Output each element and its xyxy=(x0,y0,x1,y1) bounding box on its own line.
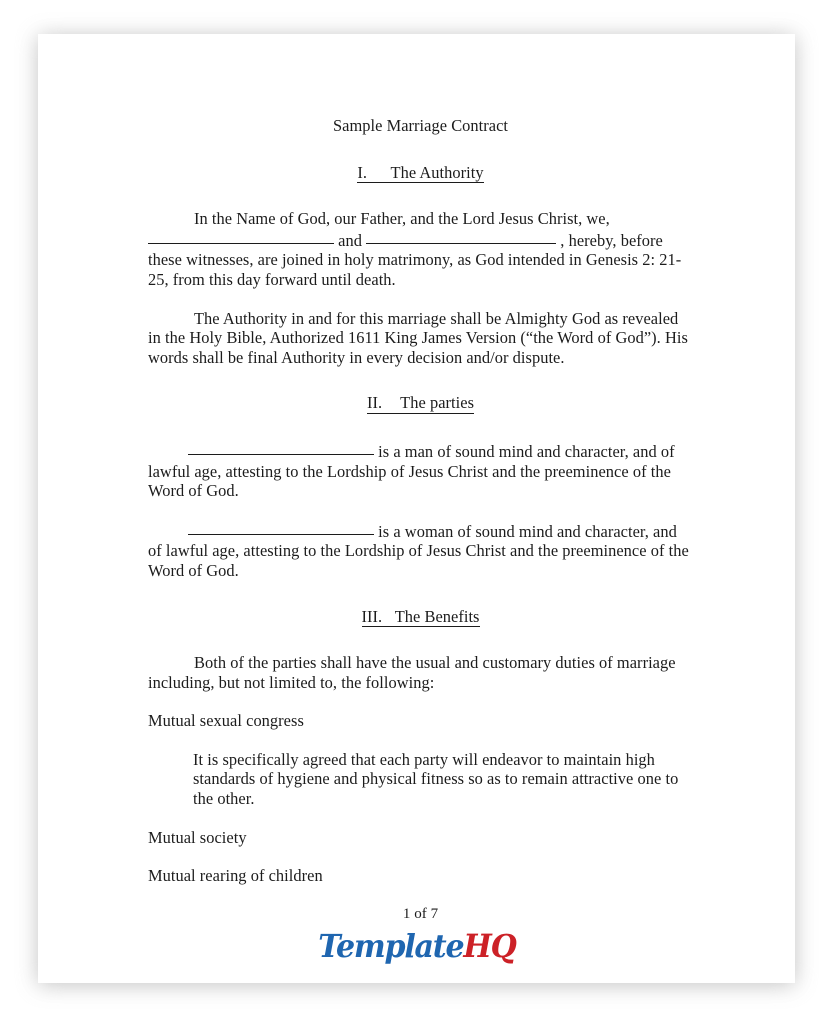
blank-field-party-man[interactable] xyxy=(188,440,374,455)
section-heading-i xyxy=(148,163,693,184)
blank-field-spouse-one[interactable] xyxy=(148,229,334,244)
party-woman-text: is a woman of sound mind and character, and of lawful age, attesting to the Lordship of Jesus Christ and the preeminence of the Word of God. xyxy=(148,521,689,580)
blank-field-party-woman[interactable] xyxy=(188,520,374,535)
logo-wordmark xyxy=(318,929,515,963)
authority-intro-line-a: In the Name of God, our Father, and the Lord Jesus Christ, we, xyxy=(194,209,610,229)
logo-text-secondary: HQ xyxy=(462,927,516,965)
page-number-footer: 1 of 7 xyxy=(402,905,439,922)
logo-text-primary: Template xyxy=(317,927,463,965)
paragraph-party-man xyxy=(148,440,693,501)
section-heading-i-label: I. The Authority xyxy=(357,162,484,182)
party-man-text: is a man of sound mind and character, and of lawful age, attesting to the Lordship of Jesus Christ and the preeminence of the Word of God. xyxy=(148,441,675,501)
paragraph-authority-body: The Authority in and for this marriage shall be Almighty God as revealed in the Holy Bible, Authorized 1611 King James Version (“the Word of God”). His words shall be final Authority in every decision and/or dispute. xyxy=(148,308,688,367)
paragraph-benefits-intro: Both of the parties shall have the usual and customary duties of marriage including, but not limited to, the following: xyxy=(148,653,676,692)
paragraph-party-woman xyxy=(148,520,693,581)
document-page xyxy=(38,34,795,983)
benefit-item-hygiene-detail: It is specifically agreed that each party will endeavor to maintain high standards of hygiene and physical fitness so as to remain attractive one to the other. xyxy=(193,749,679,809)
section-heading-ii xyxy=(148,393,693,414)
authority-intro-line-c: , hereby, before these witnesses, are joined in holy matrimony, as God intended in Genesis 2: 21-25, from this day forward until death. xyxy=(148,230,682,289)
paragraph-authority-intro xyxy=(148,209,693,289)
authority-intro-conjunction: and xyxy=(338,230,362,250)
section-heading-ii-label: II. The parties xyxy=(366,393,474,413)
templatehq-logo xyxy=(38,929,795,963)
section-heading-iii-label: III. The Benefits xyxy=(361,606,480,626)
benefit-item-mutual-rearing-of-children: Mutual rearing of children xyxy=(148,866,323,886)
document-body xyxy=(148,116,693,924)
blank-field-spouse-two[interactable] xyxy=(366,229,556,244)
benefit-item-mutual-sexual-congress: Mutual sexual congress xyxy=(148,711,304,731)
document-title: Sample Marriage Contract xyxy=(332,116,509,135)
section-heading-iii xyxy=(148,607,693,628)
benefit-item-mutual-society: Mutual society xyxy=(148,827,247,847)
